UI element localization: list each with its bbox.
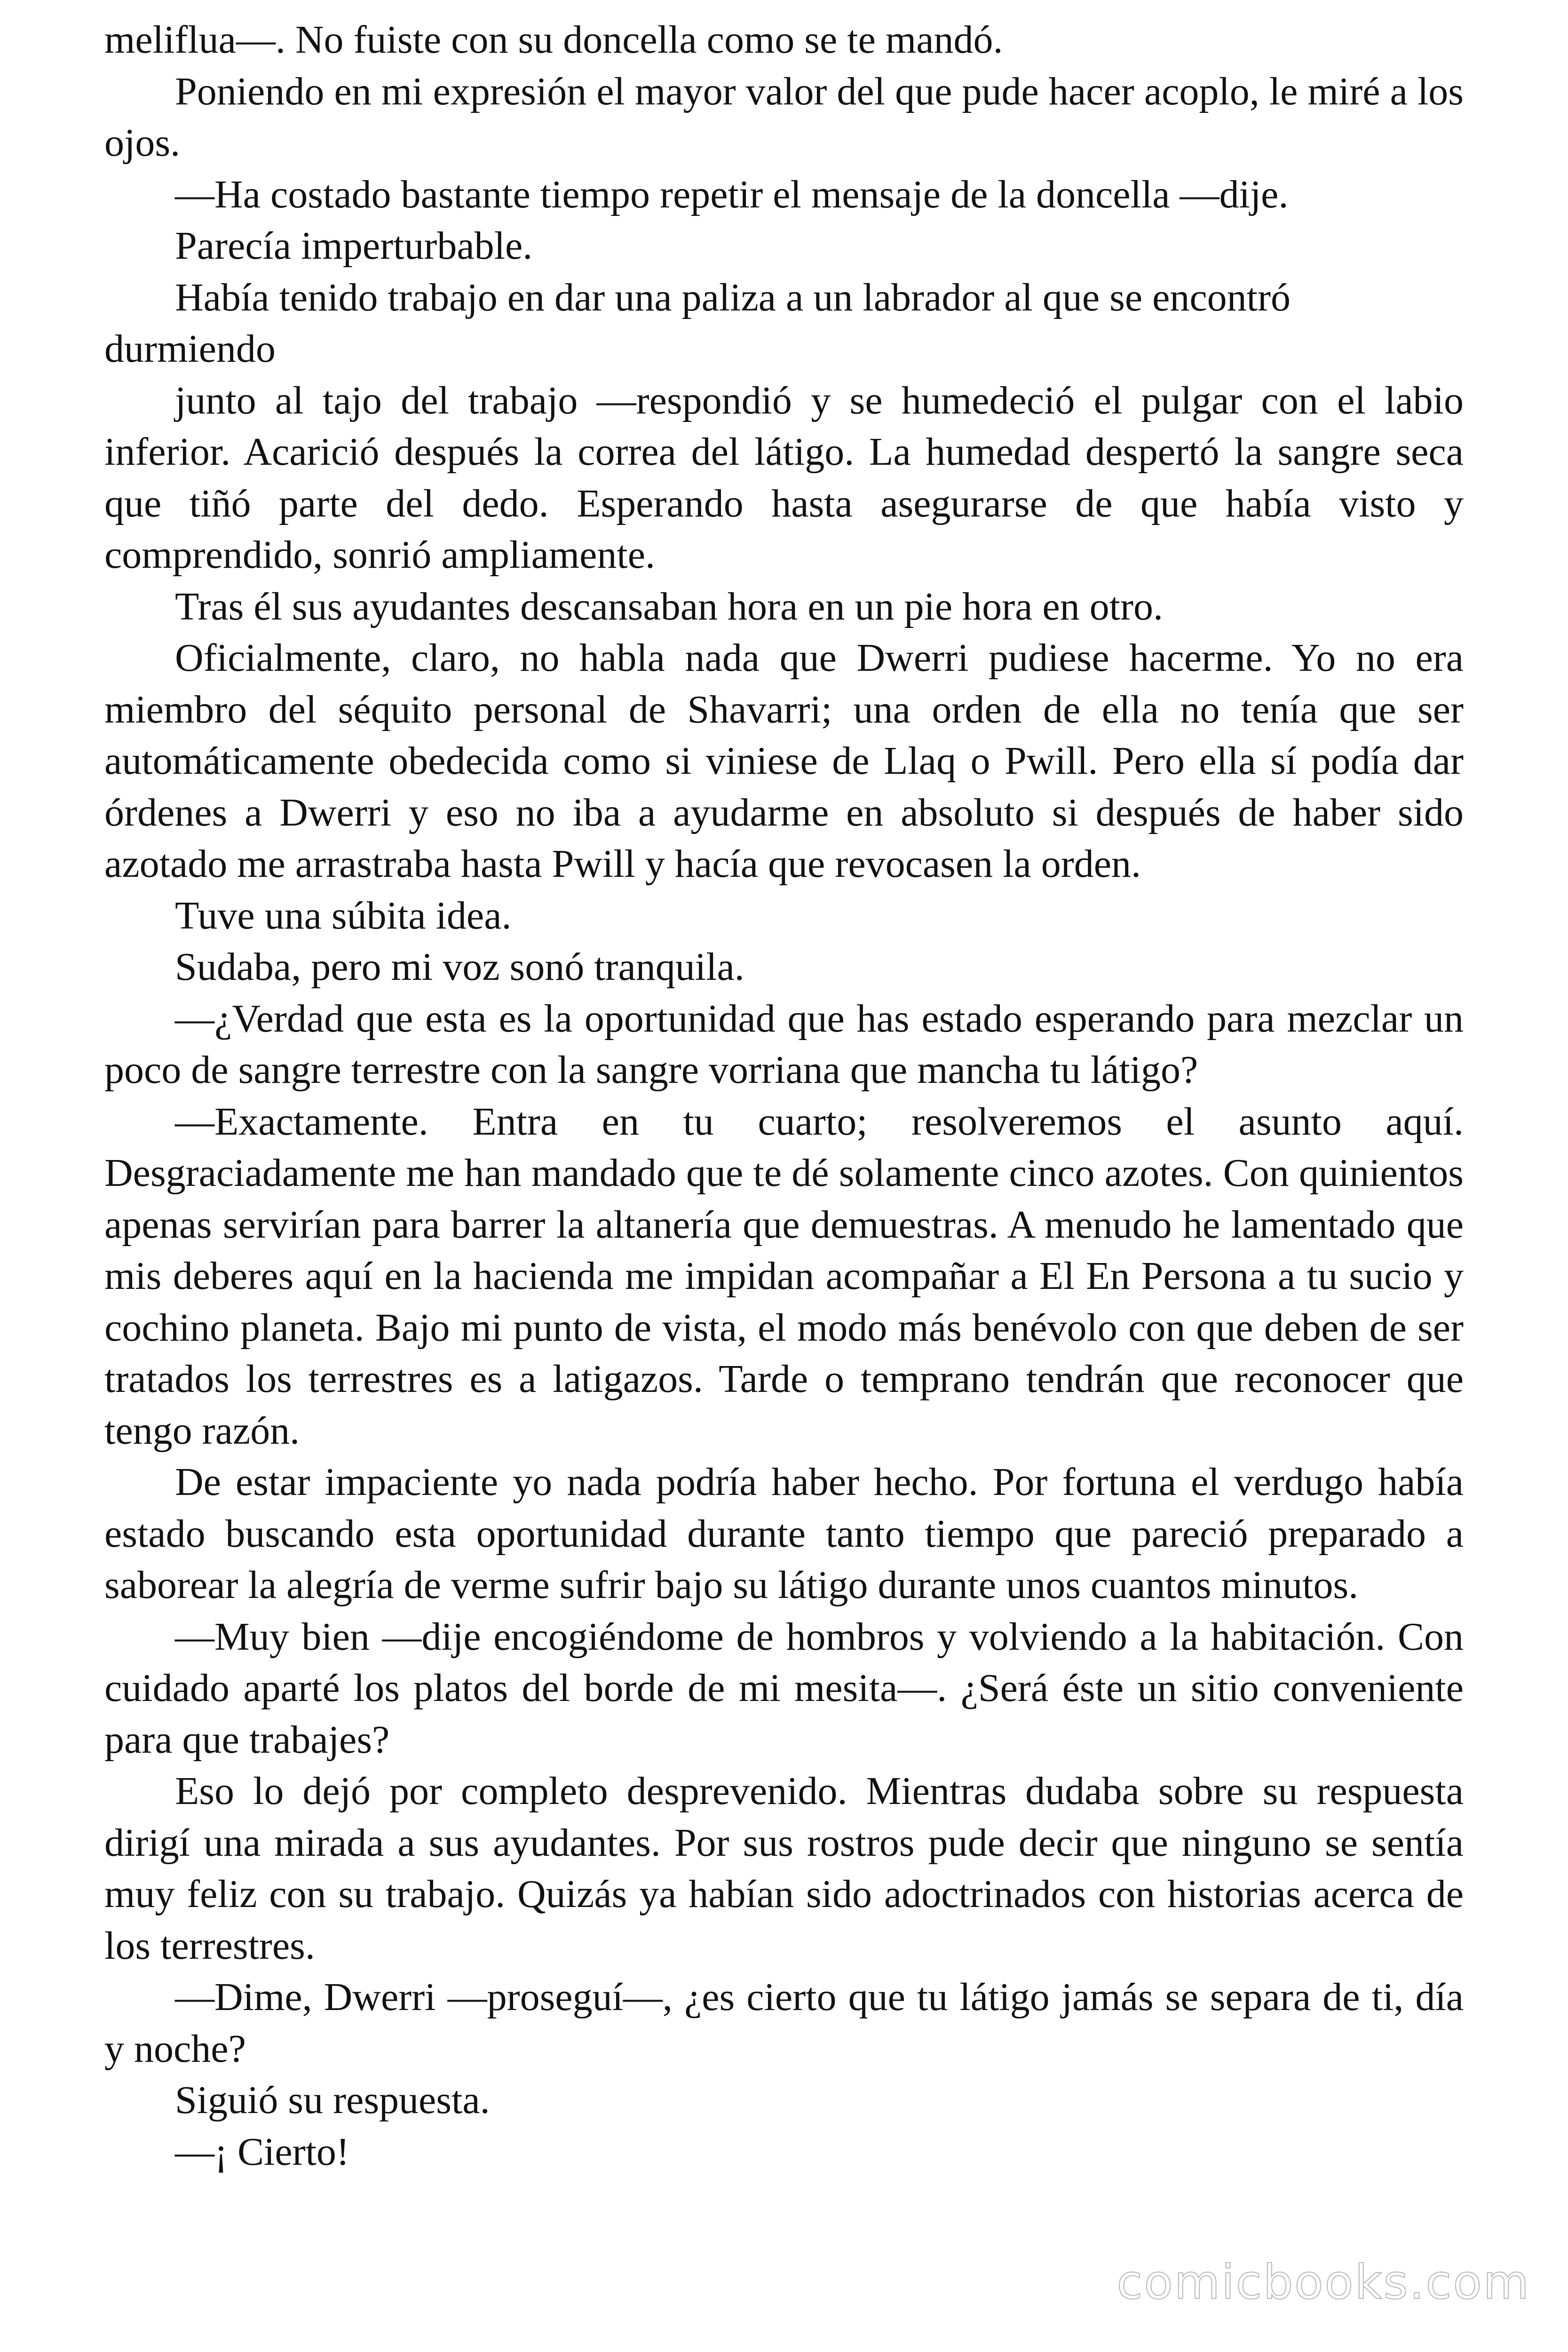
- paragraph: Tras él sus ayudantes descansaban hora en un pie hora en otro.: [175, 584, 1163, 628]
- body-text: [104, 14, 1464, 2177]
- paragraph: —Muy bien —dije encogiéndome de hombros y volviendo a la habitación. Con cuidado aparté los platos del borde de mi mesita—. ¿Será éste un sitio conveniente para que trabajes?: [104, 1614, 1464, 1762]
- paragraph: Parecía imperturbable.: [175, 224, 533, 268]
- paragraph: —Exactamente. Entra en tu cuarto; resolveremos el asunto aquí. Desgraciadamente me han mandado que te dé solamente cinco azotes. Con quinientos apenas servirían para barrer la altanería que demuestras. A menudo he lamentado que mis deberes aquí en la hacienda me impidan acompañar a El En Persona a tu sucio y cochino planeta. Bajo mi punto de vista, el modo más benévolo con que deben de ser tratados los terrestres es a latigazos. Tarde o temprano tendrán que reconocer que tengo razón.: [104, 1099, 1464, 1453]
- paragraph: Poniendo en mi expresión el mayor valor del que pude hacer acoplo, le miré a los ojos.: [104, 69, 1464, 165]
- paragraph: junto al tajo del trabajo —respondió y se humedeció el pulgar con el labio inferior. Acarició después la correa del látigo. La humedad despertó la sangre seca que tiñó parte del dedo. Esperando hasta asegurarse de que había visto y comprendido, sonrió ampliamente.: [104, 378, 1464, 577]
- paragraph: Sudaba, pero mi voz sonó tranquila.: [175, 945, 744, 989]
- paragraph: Oficialmente, claro, no habla nada que Dwerri pudiese hacerme. Yo no era miembro del séquito personal de Shavarri; una orden de ella no tenía que ser automáticamente obedecida como si viniese de Llaq o Pwill. Pero ella sí podía dar órdenes a Dwerri y eso no iba a ayudarme en absoluto si después de haber sido azotado me arrastraba hasta Pwill y hacía que revocasen la orden.: [104, 636, 1464, 886]
- paragraph: Había tenido trabajo en dar una paliza a un labrador al que se encontró durmiendo: [104, 275, 1291, 371]
- paragraph: —¡ Cierto!: [175, 2130, 349, 2174]
- watermark: comicbooks.com: [1117, 2255, 1530, 2310]
- paragraph: meliflua—. No fuiste con su doncella como se te mandó.: [104, 18, 1003, 62]
- paragraph: —¿Verdad que esta es la oportunidad que has estado esperando para mezclar un poco de sangre terrestre con la sangre vorriana que mancha tu látigo?: [104, 996, 1464, 1092]
- paragraph: Eso lo dejó por completo desprevenido. Mientras dudaba sobre su respuesta dirigí una mirada a sus ayudantes. Por sus rostros pude decir que ninguno se sentía muy feliz con su trabajo. Quizás ya habían sido adoctrinados con historias acerca de los terrestres.: [104, 1769, 1464, 1968]
- paragraph: Tuve una súbita idea.: [175, 893, 512, 938]
- paragraph: Siguió su respuesta.: [175, 2078, 490, 2122]
- paragraph: —Dime, Dwerri —proseguí—, ¿es cierto que tu látigo jamás se separa de ti, día y noche?: [104, 1975, 1464, 2071]
- paragraph: —Ha costado bastante tiempo repetir el mensaje de la doncella —dije.: [175, 172, 1289, 216]
- paragraph: De estar impaciente yo nada podría haber hecho. Por fortuna el verdugo había estado buscando esta oportunidad durante tanto tiempo que pareció preparado a saborear la alegría de verme sufrir bajo su látigo durante unos cuantos minutos.: [104, 1460, 1464, 1607]
